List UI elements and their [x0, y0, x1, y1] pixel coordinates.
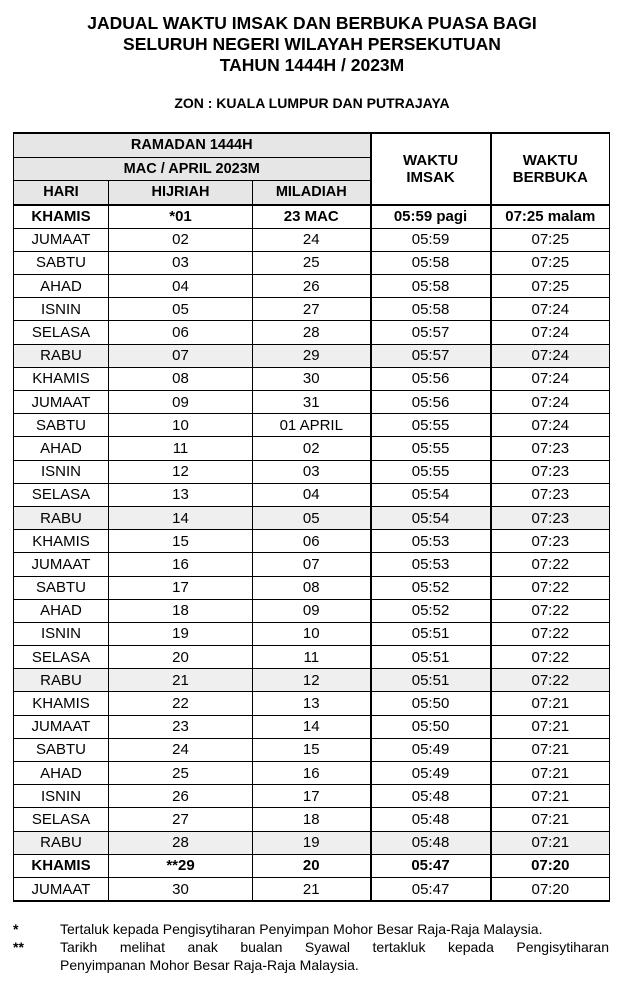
cell-hijriah: 13 — [109, 483, 253, 506]
cell-imsak: 05:57 — [371, 321, 491, 344]
cell-hari: AHAD — [14, 599, 109, 622]
footnote-2-text-line1: Tarikh melihat anak bualan Syawal tertakluk kepada Pengisytiharan — [60, 939, 609, 955]
cell-miladiah: 02 — [253, 437, 371, 460]
cell-berbuka: 07:23 — [491, 460, 610, 483]
cell-hijriah: 12 — [109, 460, 253, 483]
cell-hari: KHAMIS — [14, 530, 109, 553]
cell-hijriah: 20 — [109, 646, 253, 669]
cell-hijriah: 09 — [109, 391, 253, 414]
footnote-2 — [13, 938, 609, 974]
cell-miladiah: 19 — [253, 831, 371, 854]
month-header: MAC / APRIL 2023M — [14, 157, 371, 181]
cell-hari: JUMAAT — [14, 391, 109, 414]
cell-imsak: 05:48 — [371, 785, 491, 808]
cell-berbuka: 07:21 — [491, 785, 610, 808]
cell-miladiah: 06 — [253, 530, 371, 553]
table-row — [14, 367, 610, 390]
cell-imsak: 05:59 — [371, 228, 491, 251]
table-row — [14, 228, 610, 251]
cell-berbuka: 07:23 — [491, 483, 610, 506]
cell-hijriah: 25 — [109, 762, 253, 785]
cell-miladiah: 29 — [253, 344, 371, 367]
cell-hari: AHAD — [14, 437, 109, 460]
cell-hari: KHAMIS — [14, 854, 109, 877]
berbuka-header-line2: BERBUKA — [512, 168, 588, 186]
cell-berbuka: 07:22 — [491, 669, 610, 692]
cell-berbuka: 07:24 — [491, 367, 610, 390]
cell-imsak: 05:55 — [371, 414, 491, 437]
cell-miladiah: 01 APRIL — [253, 414, 371, 437]
cell-berbuka: 07:25 malam — [491, 205, 610, 229]
cell-imsak: 05:54 — [371, 506, 491, 529]
table-row — [14, 483, 610, 506]
cell-miladiah: 16 — [253, 762, 371, 785]
cell-miladiah: 26 — [253, 275, 371, 298]
table-row — [14, 831, 610, 854]
table-row — [14, 877, 610, 901]
cell-miladiah: 30 — [253, 367, 371, 390]
schedule-body — [14, 205, 610, 902]
cell-hari: KHAMIS — [14, 205, 109, 229]
cell-imsak: 05:56 — [371, 391, 491, 414]
cell-miladiah: 05 — [253, 506, 371, 529]
cell-hijriah: 24 — [109, 738, 253, 761]
cell-hari: SABTU — [14, 738, 109, 761]
cell-miladiah: 10 — [253, 622, 371, 645]
table-row — [14, 622, 610, 645]
cell-berbuka: 07:21 — [491, 738, 610, 761]
cell-berbuka: 07:25 — [491, 251, 610, 274]
cell-hijriah: 08 — [109, 367, 253, 390]
cell-imsak: 05:48 — [371, 831, 491, 854]
table-row — [14, 553, 610, 576]
cell-miladiah: 23 MAC — [253, 205, 371, 229]
cell-hari: SELASA — [14, 321, 109, 344]
cell-miladiah: 28 — [253, 321, 371, 344]
imsak-header-line2: IMSAK — [406, 168, 455, 186]
cell-miladiah: 31 — [253, 391, 371, 414]
cell-miladiah: 21 — [253, 877, 371, 901]
cell-imsak: 05:47 — [371, 854, 491, 877]
cell-hijriah: 11 — [109, 437, 253, 460]
cell-berbuka: 07:24 — [491, 391, 610, 414]
cell-hari: SELASA — [14, 808, 109, 831]
cell-hari: RABU — [14, 506, 109, 529]
table-row — [14, 646, 610, 669]
cell-berbuka: 07:24 — [491, 321, 610, 344]
imsak-header — [371, 133, 491, 205]
cell-miladiah: 12 — [253, 669, 371, 692]
cell-hijriah: 30 — [109, 877, 253, 901]
cell-berbuka: 07:21 — [491, 762, 610, 785]
cell-berbuka: 07:24 — [491, 298, 610, 321]
cell-miladiah: 24 — [253, 228, 371, 251]
cell-hijriah: 18 — [109, 599, 253, 622]
footnote-2-text-line2: Penyimpanan Mohor Besar Raja-Raja Malaysia. — [60, 957, 359, 973]
berbuka-header-line1: WAKTU — [522, 151, 578, 169]
footnote-1-text: Tertaluk kepada Pengisytiharan Penyimpan Mohor Besar Raja-Raja Malaysia. — [60, 921, 543, 937]
imsak-header-line1: WAKTU — [403, 151, 459, 169]
cell-hijriah: 05 — [109, 298, 253, 321]
title-line-1: JADUAL WAKTU IMSAK DAN BERBUKA PUASA BAGI — [87, 13, 537, 33]
cell-imsak: 05:48 — [371, 808, 491, 831]
cell-berbuka: 07:22 — [491, 622, 610, 645]
cell-miladiah: 08 — [253, 576, 371, 599]
cell-hari: ISNIN — [14, 298, 109, 321]
cell-berbuka: 07:24 — [491, 344, 610, 367]
schedule-table — [13, 132, 610, 902]
cell-imsak: 05:50 — [371, 692, 491, 715]
table-row — [14, 599, 610, 622]
cell-hijriah: 21 — [109, 669, 253, 692]
cell-hari: SELASA — [14, 646, 109, 669]
cell-hari: SABTU — [14, 251, 109, 274]
cell-imsak: 05:51 — [371, 646, 491, 669]
cell-imsak: 05:54 — [371, 483, 491, 506]
cell-berbuka: 07:21 — [491, 715, 610, 738]
cell-hijriah: 17 — [109, 576, 253, 599]
cell-hari: ISNIN — [14, 622, 109, 645]
table-row — [14, 205, 610, 229]
table-row — [14, 391, 610, 414]
cell-imsak: 05:53 — [371, 530, 491, 553]
cell-miladiah: 09 — [253, 599, 371, 622]
cell-hijriah: 06 — [109, 321, 253, 344]
berbuka-header — [491, 133, 610, 205]
cell-hari: RABU — [14, 831, 109, 854]
cell-hari: RABU — [14, 344, 109, 367]
cell-hijriah: 16 — [109, 553, 253, 576]
table-row — [14, 530, 610, 553]
cell-berbuka: 07:20 — [491, 854, 610, 877]
cell-imsak: 05:55 — [371, 460, 491, 483]
cell-hari: SELASA — [14, 483, 109, 506]
footnote-2-marker: ** — [13, 939, 24, 955]
cell-berbuka: 07:22 — [491, 599, 610, 622]
cell-hari: AHAD — [14, 762, 109, 785]
cell-miladiah: 14 — [253, 715, 371, 738]
table-row — [14, 321, 610, 344]
cell-hijriah: 14 — [109, 506, 253, 529]
cell-hari: JUMAAT — [14, 553, 109, 576]
cell-hari: AHAD — [14, 275, 109, 298]
cell-hijriah: 04 — [109, 275, 253, 298]
cell-berbuka: 07:23 — [491, 437, 610, 460]
table-row — [14, 854, 610, 877]
cell-hari: KHAMIS — [14, 367, 109, 390]
cell-hari: SABTU — [14, 576, 109, 599]
table-row — [14, 506, 610, 529]
table-row — [14, 460, 610, 483]
cell-hijriah: 28 — [109, 831, 253, 854]
table-row — [14, 437, 610, 460]
cell-hijriah: 26 — [109, 785, 253, 808]
cell-miladiah: 15 — [253, 738, 371, 761]
cell-hijriah: 19 — [109, 622, 253, 645]
cell-imsak: 05:55 — [371, 437, 491, 460]
table-row — [14, 738, 610, 761]
footnote-1-marker: * — [13, 921, 19, 937]
cell-berbuka: 07:21 — [491, 831, 610, 854]
cell-imsak: 05:50 — [371, 715, 491, 738]
cell-imsak: 05:58 — [371, 298, 491, 321]
cell-miladiah: 27 — [253, 298, 371, 321]
cell-berbuka: 07:22 — [491, 576, 610, 599]
cell-berbuka: 07:22 — [491, 646, 610, 669]
cell-imsak: 05:51 — [371, 622, 491, 645]
cell-imsak: 05:52 — [371, 599, 491, 622]
cell-berbuka: 07:21 — [491, 692, 610, 715]
cell-hari: RABU — [14, 669, 109, 692]
cell-hijriah: **29 — [109, 854, 253, 877]
cell-imsak: 05:58 — [371, 275, 491, 298]
cell-berbuka: 07:23 — [491, 530, 610, 553]
cell-miladiah: 13 — [253, 692, 371, 715]
table-row — [14, 808, 610, 831]
hari-header: HARI — [14, 181, 109, 205]
cell-miladiah: 11 — [253, 646, 371, 669]
cell-imsak: 05:49 — [371, 762, 491, 785]
cell-hijriah: 07 — [109, 344, 253, 367]
cell-hari: JUMAAT — [14, 228, 109, 251]
cell-hari: ISNIN — [14, 785, 109, 808]
table-row — [14, 692, 610, 715]
cell-hijriah: 15 — [109, 530, 253, 553]
table-row — [14, 669, 610, 692]
footnote-1 — [13, 920, 609, 938]
cell-miladiah: 07 — [253, 553, 371, 576]
cell-miladiah: 17 — [253, 785, 371, 808]
cell-imsak: 05:58 — [371, 251, 491, 274]
cell-imsak: 05:47 — [371, 877, 491, 901]
cell-hari: SABTU — [14, 414, 109, 437]
cell-hijriah: *01 — [109, 205, 253, 229]
zone-label: ZON : KUALA LUMPUR DAN PUTRAJAYA — [174, 95, 450, 111]
cell-berbuka: 07:25 — [491, 275, 610, 298]
cell-imsak: 05:57 — [371, 344, 491, 367]
cell-berbuka: 07:20 — [491, 877, 610, 901]
cell-imsak: 05:51 — [371, 669, 491, 692]
cell-hijriah: 22 — [109, 692, 253, 715]
cell-berbuka: 07:25 — [491, 228, 610, 251]
table-row — [14, 298, 610, 321]
cell-miladiah: 25 — [253, 251, 371, 274]
cell-imsak: 05:49 — [371, 738, 491, 761]
table-row — [14, 251, 610, 274]
table-row — [14, 785, 610, 808]
cell-berbuka: 07:24 — [491, 414, 610, 437]
cell-hijriah: 03 — [109, 251, 253, 274]
table-row — [14, 344, 610, 367]
cell-imsak: 05:53 — [371, 553, 491, 576]
hijriah-header: HIJRIAH — [109, 181, 253, 205]
title-line-2: SELURUH NEGERI WILAYAH PERSEKUTUAN — [123, 34, 501, 54]
cell-imsak: 05:56 — [371, 367, 491, 390]
cell-imsak: 05:59 pagi — [371, 205, 491, 229]
cell-miladiah: 04 — [253, 483, 371, 506]
cell-berbuka: 07:21 — [491, 808, 610, 831]
cell-hari: KHAMIS — [14, 692, 109, 715]
cell-hari: JUMAAT — [14, 877, 109, 901]
cell-miladiah: 20 — [253, 854, 371, 877]
ramadan-header: RAMADAN 1444H — [14, 133, 371, 157]
cell-hijriah: 23 — [109, 715, 253, 738]
table-row — [14, 576, 610, 599]
title-line-3: TAHUN 1444H / 2023M — [219, 55, 405, 75]
table-row — [14, 275, 610, 298]
cell-berbuka: 07:23 — [491, 506, 610, 529]
table-row — [14, 762, 610, 785]
table-row — [14, 715, 610, 738]
cell-hijriah: 27 — [109, 808, 253, 831]
cell-imsak: 05:52 — [371, 576, 491, 599]
cell-miladiah: 18 — [253, 808, 371, 831]
miladiah-header: MILADIAH — [253, 181, 371, 205]
cell-hijriah: 02 — [109, 228, 253, 251]
cell-hijriah: 10 — [109, 414, 253, 437]
cell-miladiah: 03 — [253, 460, 371, 483]
cell-berbuka: 07:22 — [491, 553, 610, 576]
cell-hari: ISNIN — [14, 460, 109, 483]
cell-hari: JUMAAT — [14, 715, 109, 738]
table-row — [14, 414, 610, 437]
